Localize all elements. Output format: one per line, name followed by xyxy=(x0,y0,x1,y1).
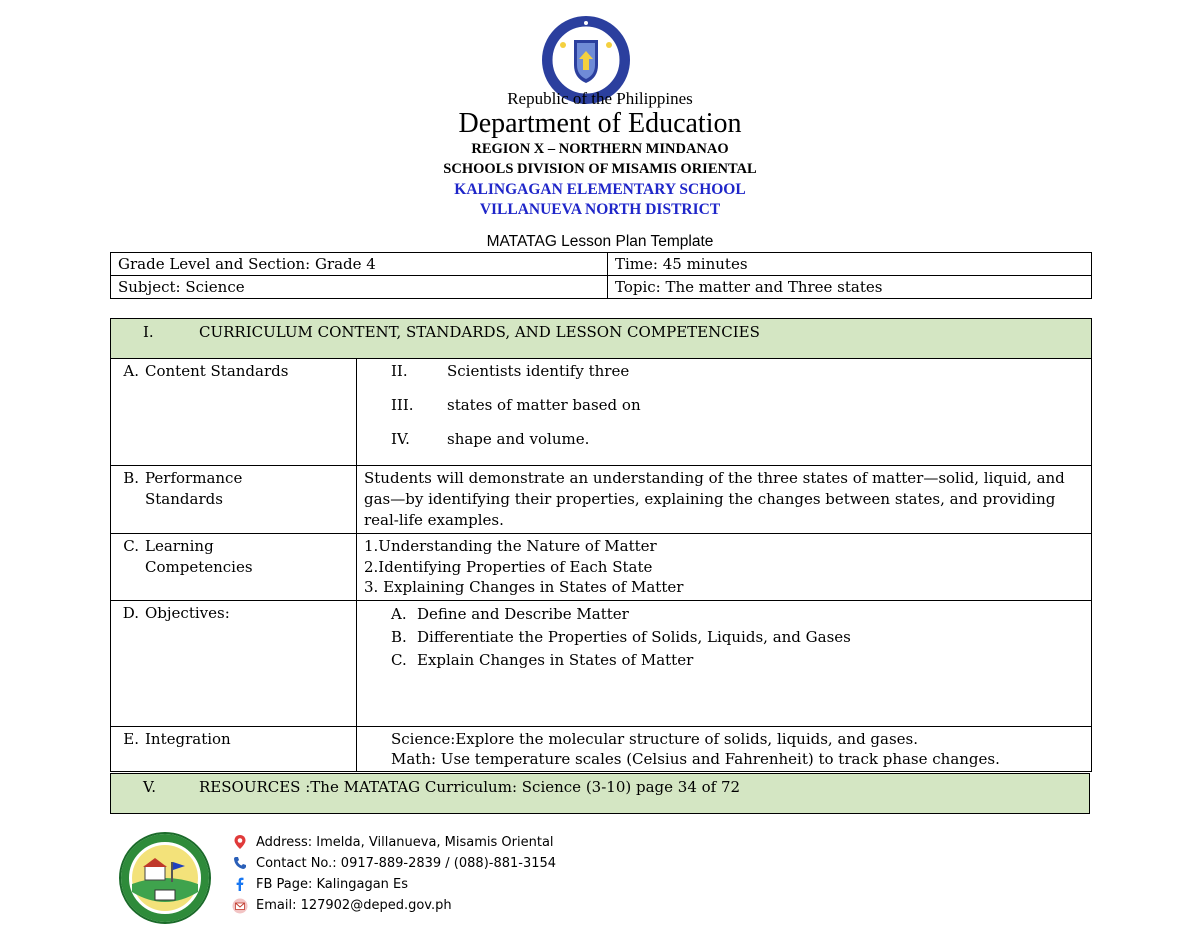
objectives-value xyxy=(357,600,1092,726)
competency-item: 2.Identifying Properties of Each State xyxy=(364,557,653,576)
integration-item: Science:Explore the molecular structure of solids, liquids, and gases. xyxy=(391,729,919,748)
objective-item: B. Differentiate the Properties of Solids, Liquids, and Gases xyxy=(391,627,851,646)
department-line: Department of Education xyxy=(458,108,742,139)
content-line: III. states of matter based on xyxy=(391,396,641,414)
footer-email: Email: 127902@deped.gov.ph xyxy=(256,898,452,913)
performance-standards-label: B. Performance Standards xyxy=(111,466,357,534)
region-line: REGION X – NORTHERN MINDANAO xyxy=(471,141,729,157)
learning-competencies-label: C. Learning Competencies xyxy=(111,534,357,601)
content-standards-label: A. Content Standards xyxy=(111,359,357,466)
content-line: IV. shape and volume. xyxy=(391,430,590,448)
template-title: MATATAG Lesson Plan Template xyxy=(486,233,714,250)
competency-item: 1.Understanding the Nature of Matter xyxy=(364,537,657,555)
footer-address: Address: Imelda, Villanueva, Misamis Oriental xyxy=(256,835,554,850)
objective-item: A. Define and Describe Matter xyxy=(391,604,629,623)
curriculum-table xyxy=(110,318,1092,772)
content-standards-value xyxy=(357,359,1092,466)
footer-fb-page: FB Page: Kalingagan Es xyxy=(256,877,409,892)
phone-icon xyxy=(232,855,248,871)
section-number: I. xyxy=(143,323,154,341)
learning-competencies-value xyxy=(357,534,1092,601)
integration-item: Math: Use temperature scales (Celsius and Fahrenheit) to track phase changes. xyxy=(391,749,1000,768)
resources-number: V. xyxy=(143,778,156,796)
objectives-label: D. Objectives: xyxy=(111,600,357,726)
school-logo-icon xyxy=(119,832,211,924)
info-table xyxy=(110,252,1092,299)
section-title: CURRICULUM CONTENT, STANDARDS, AND LESSON COMPETENCIES xyxy=(199,323,760,341)
subject-cell: Subject: Science xyxy=(111,276,608,299)
school-line: KALINGAGAN ELEMENTARY SCHOOL xyxy=(454,181,746,198)
integration-value xyxy=(357,726,1092,771)
grade-cell: Grade Level and Section: Grade 4 xyxy=(111,253,608,276)
time-cell: Time: 45 minutes xyxy=(608,253,1092,276)
email-icon xyxy=(232,898,248,914)
integration-label: E. Integration xyxy=(111,726,357,771)
resources-text: RESOURCES :The MATATAG Curriculum: Science (3-10) page 34 of 72 xyxy=(199,778,741,796)
division-line: SCHOOLS DIVISION OF MISAMIS ORIENTAL xyxy=(443,161,757,177)
district-line: VILLANUEVA NORTH DISTRICT xyxy=(479,201,721,218)
performance-standards-value: Students will demonstrate an understanding of the three states of matter—solid, liquid, and gas—by identifying their properties, explaining the changes between states, and providing real-life examples. xyxy=(357,466,1092,534)
resources-table xyxy=(110,773,1090,814)
resources-section-header xyxy=(111,774,1090,814)
facebook-icon xyxy=(232,876,248,892)
curriculum-section-header xyxy=(111,319,1092,359)
objective-item: C. Explain Changes in States of Matter xyxy=(391,650,694,669)
republic-line: Republic of the Philippines xyxy=(507,89,693,108)
location-pin-icon xyxy=(232,834,248,850)
content-line: II. Scientists identify three xyxy=(391,362,630,380)
footer-contact: Contact No.: 0917-889-2839 / (088)-881-3154 xyxy=(256,856,557,871)
topic-cell: Topic: The matter and Three states xyxy=(608,276,1092,299)
competency-item: 3. Explaining Changes in States of Matter xyxy=(364,578,684,596)
